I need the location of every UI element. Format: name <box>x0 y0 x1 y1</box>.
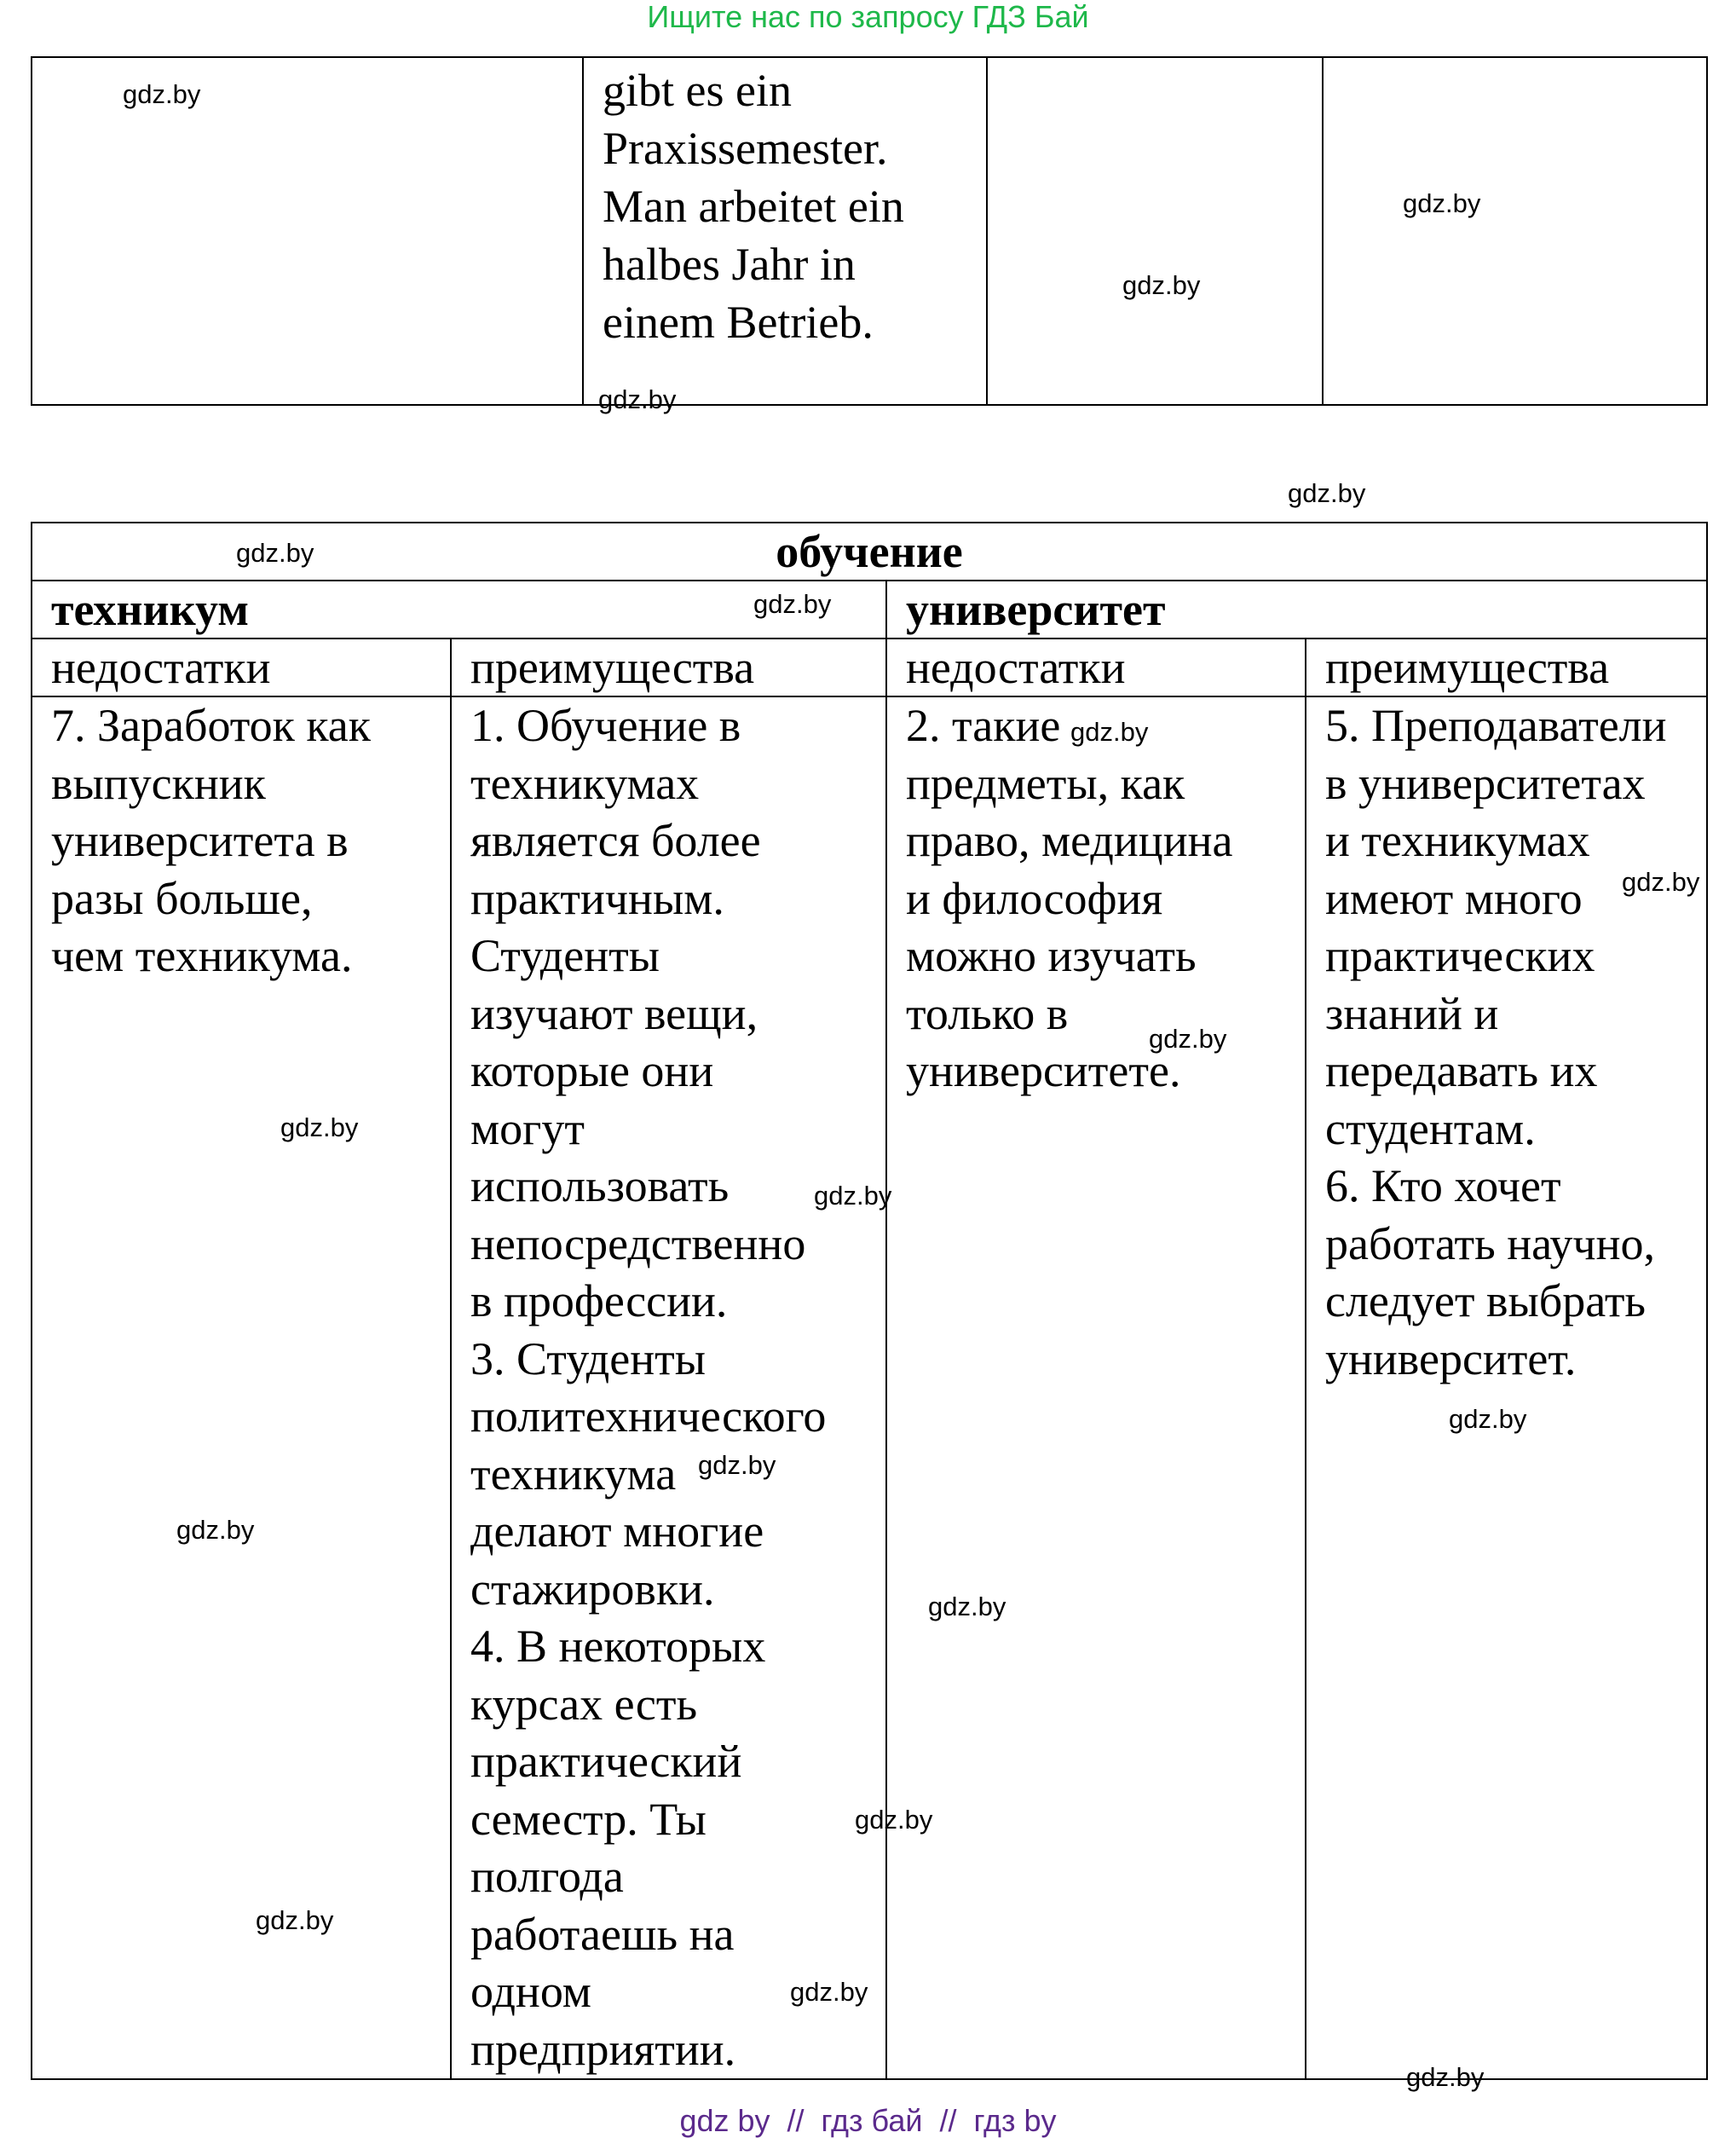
watermark: gdz.by <box>1288 478 1366 508</box>
watermark: gdz.by <box>790 1977 868 2007</box>
table-subheader-row <box>32 639 1707 696</box>
table-cell <box>583 57 987 405</box>
watermark: gdz.by <box>280 1112 359 1142</box>
praxissemester-text: gibt es ein Praxissemester. Man arbeitet ein halbes Jahr in einem Betrieb. <box>603 65 904 348</box>
watermark: gdz.by <box>1622 867 1700 897</box>
watermark: gdz.by <box>1406 2062 1485 2092</box>
watermark: gdz.by <box>1449 1404 1527 1434</box>
table-row <box>32 696 1707 2079</box>
table-cell <box>987 57 1323 405</box>
technikum-disadvantages-cell: 7. Заработок как выпускник университета в разы больше, чем техникума. <box>32 696 451 2079</box>
footer-links[interactable]: gdz by // гдз бай // гдз by <box>679 2103 1057 2138</box>
watermark: gdz.by <box>855 1805 933 1835</box>
table-cell <box>1323 57 1707 405</box>
top-table-fragment <box>31 56 1708 406</box>
watermark: gdz.by <box>1070 717 1149 747</box>
university-disadvantages-cell: 2. такие предметы, как право, медицина и философия можно изучать только в университете. <box>886 696 1306 2079</box>
watermark: gdz.by <box>814 1181 892 1211</box>
watermark: gdz.by <box>1403 188 1481 218</box>
watermark: gdz.by <box>123 79 201 109</box>
table-cell <box>32 57 583 405</box>
watermark: gdz.by <box>698 1450 776 1480</box>
watermark: gdz.by <box>176 1515 255 1545</box>
top-search-hint[interactable]: Ищите нас по запросу ГДЗ Бай <box>647 0 1089 34</box>
table-title: обучение <box>32 523 1707 581</box>
table-group-row <box>32 581 1707 639</box>
watermark: gdz.by <box>1122 270 1201 300</box>
group-header-technikum: техникум <box>32 581 886 639</box>
watermark: gdz.by <box>753 589 832 619</box>
watermark: gdz.by <box>928 1592 1006 1621</box>
comparison-table <box>31 522 1708 2080</box>
watermark: gdz.by <box>256 1905 334 1935</box>
table-row <box>32 57 1707 405</box>
technikum-advantages-cell: 1. Обучение в техникумах является более практичным. Студенты изучают вещи, которые они могут использовать непосредственно в профессии. 3. Студенты политехнического техникума делают многие стажировки. 4. В некоторых курсах есть практический семестр. Ты полгода работаешь на одном предприятии. <box>451 696 886 2079</box>
university-advantages-cell: 5. Преподаватели в университетах и техникумах имеют много практических знаний и передавать их студентам. 6. Кто хочет работать научно, следует выбрать университет. <box>1306 696 1707 2079</box>
subheader-advantages: преимущества <box>1306 639 1707 696</box>
subheader-advantages: преимущества <box>451 639 886 696</box>
subheader-disadvantages: недостатки <box>32 639 451 696</box>
watermark: gdz.by <box>598 384 677 414</box>
watermark: gdz.by <box>1149 1024 1227 1054</box>
subheader-disadvantages: недостатки <box>886 639 1306 696</box>
watermark: gdz.by <box>236 538 314 568</box>
group-header-university: университет <box>886 581 1707 639</box>
